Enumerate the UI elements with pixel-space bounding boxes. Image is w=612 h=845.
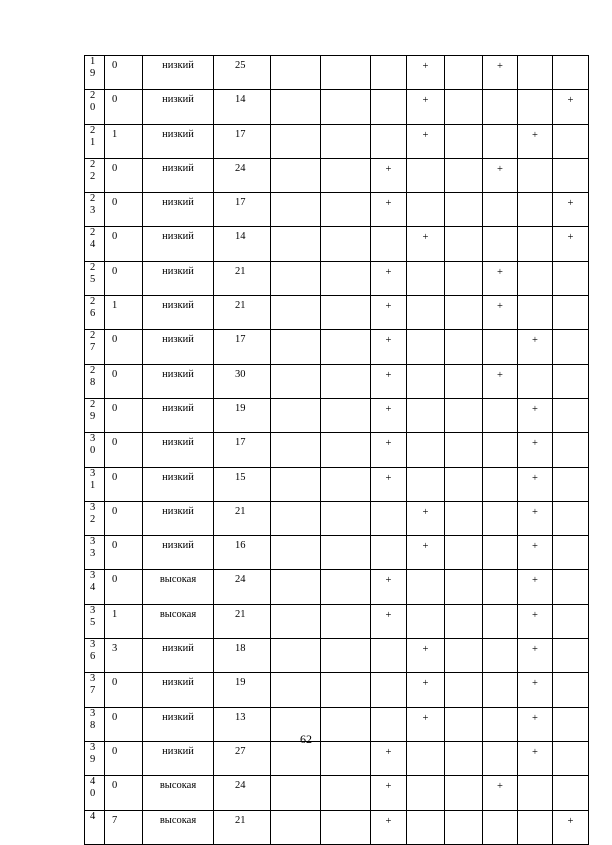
mark-cell [271,193,321,227]
mark-cell [321,639,371,673]
row-number-cell: 4 0 [85,776,105,810]
mark-cell [483,570,518,604]
mark-cell [321,124,371,158]
level-cell: низкий [143,90,214,124]
mark-cell [483,227,518,261]
mark-cell: + [407,501,445,535]
level-cell: низкий [143,536,214,570]
level-cell: низкий [143,261,214,295]
mark-cell: + [371,398,407,432]
mark-cell: + [483,158,518,192]
mark-cell [518,296,553,330]
mark-cell [483,398,518,432]
mark-cell: + [371,296,407,330]
row-number-cell: 3 9 [85,741,105,775]
table-row [85,639,589,673]
level-cell: низкий [143,158,214,192]
score-cell: 25 [214,56,271,90]
mark-cell [553,501,589,535]
score-cell: 15 [214,467,271,501]
count-cell: 0 [105,433,143,467]
mark-cell: + [483,364,518,398]
level-cell: низкий [143,364,214,398]
level-cell: высокая [143,570,214,604]
level-cell: низкий [143,433,214,467]
score-cell: 19 [214,398,271,432]
mark-cell: + [518,570,553,604]
mark-cell [553,433,589,467]
row-number-cell: 3 4 [85,570,105,604]
table-row [85,193,589,227]
mark-cell [483,673,518,707]
level-cell: высокая [143,810,214,844]
table-row [85,364,589,398]
score-cell: 17 [214,124,271,158]
score-cell: 13 [214,707,271,741]
mark-cell [321,56,371,90]
mark-cell [445,433,483,467]
mark-cell [483,604,518,638]
mark-cell: + [483,776,518,810]
score-cell: 30 [214,364,271,398]
count-cell: 1 [105,604,143,638]
level-cell: низкий [143,124,214,158]
mark-cell: + [483,261,518,295]
mark-cell [271,604,321,638]
score-cell: 17 [214,193,271,227]
mark-cell [407,776,445,810]
mark-cell [445,501,483,535]
mark-cell: + [371,193,407,227]
mark-cell [483,124,518,158]
row-number-cell: 2 2 [85,158,105,192]
mark-cell [445,296,483,330]
mark-cell: + [518,467,553,501]
level-cell: низкий [143,193,214,227]
score-cell: 14 [214,227,271,261]
mark-cell: + [371,330,407,364]
row-number-cell: 4 [85,810,105,844]
row-number-cell: 3 1 [85,467,105,501]
mark-cell: + [483,296,518,330]
score-cell: 19 [214,673,271,707]
mark-cell: + [371,604,407,638]
mark-cell [553,604,589,638]
mark-cell: + [518,639,553,673]
table-row [85,536,589,570]
mark-cell [371,124,407,158]
mark-cell [321,296,371,330]
mark-cell [371,90,407,124]
mark-cell [553,158,589,192]
mark-cell: + [407,639,445,673]
table-body [85,56,589,845]
table-row [85,604,589,638]
mark-cell [321,673,371,707]
mark-cell [553,398,589,432]
mark-cell [483,433,518,467]
mark-cell [553,570,589,604]
score-cell: 17 [214,330,271,364]
row-number-cell: 3 0 [85,433,105,467]
mark-cell [371,56,407,90]
mark-cell [321,330,371,364]
mark-cell: + [371,467,407,501]
mark-cell [371,501,407,535]
mark-cell: + [483,56,518,90]
mark-cell [445,56,483,90]
count-cell: 0 [105,673,143,707]
mark-cell: + [407,673,445,707]
count-cell: 0 [105,570,143,604]
mark-cell [483,810,518,844]
mark-cell [407,296,445,330]
score-cell: 21 [214,501,271,535]
score-cell: 24 [214,158,271,192]
mark-cell [321,776,371,810]
mark-cell [445,810,483,844]
mark-cell [445,639,483,673]
mark-cell [445,604,483,638]
count-cell: 0 [105,536,143,570]
mark-cell [553,639,589,673]
mark-cell [321,227,371,261]
mark-cell: + [518,433,553,467]
score-cell: 21 [214,296,271,330]
count-cell: 1 [105,124,143,158]
level-cell: высокая [143,776,214,810]
row-number-cell: 2 1 [85,124,105,158]
mark-cell [271,90,321,124]
level-cell: низкий [143,673,214,707]
count-cell: 0 [105,90,143,124]
mark-cell: + [518,741,553,775]
level-cell: высокая [143,604,214,638]
mark-cell [483,193,518,227]
mark-cell [445,158,483,192]
mark-cell [445,536,483,570]
mark-cell [518,810,553,844]
row-number-cell: 1 9 [85,56,105,90]
mark-cell [483,536,518,570]
mark-cell [371,639,407,673]
mark-cell [407,364,445,398]
table-row [85,673,589,707]
mark-cell [371,673,407,707]
mark-cell: + [553,810,589,844]
mark-cell [321,398,371,432]
mark-cell: + [371,433,407,467]
row-number-cell: 2 4 [85,227,105,261]
mark-cell [445,330,483,364]
mark-cell [445,261,483,295]
mark-cell [483,330,518,364]
row-number-cell: 2 6 [85,296,105,330]
table-row [85,90,589,124]
mark-cell [518,776,553,810]
mark-cell: + [518,707,553,741]
mark-cell: + [407,227,445,261]
count-cell: 0 [105,364,143,398]
count-cell: 0 [105,261,143,295]
mark-cell [518,261,553,295]
mark-cell [445,124,483,158]
score-cell: 16 [214,536,271,570]
score-cell: 17 [214,433,271,467]
mark-cell: + [407,56,445,90]
level-cell: низкий [143,467,214,501]
mark-cell [407,433,445,467]
row-number-cell: 3 2 [85,501,105,535]
mark-cell [553,467,589,501]
level-cell: низкий [143,501,214,535]
mark-cell [553,364,589,398]
mark-cell [518,227,553,261]
mark-cell [553,124,589,158]
table-row [85,330,589,364]
row-number-cell: 3 7 [85,673,105,707]
count-cell: 0 [105,501,143,535]
table-row [85,776,589,810]
count-cell: 7 [105,810,143,844]
mark-cell: + [371,364,407,398]
mark-cell [321,570,371,604]
level-cell: низкий [143,639,214,673]
row-number-cell: 3 6 [85,639,105,673]
count-cell: 0 [105,707,143,741]
mark-cell: + [518,673,553,707]
mark-cell [518,193,553,227]
mark-cell [321,501,371,535]
row-number-cell: 3 5 [85,604,105,638]
mark-cell [271,501,321,535]
mark-cell [445,673,483,707]
row-number-cell: 2 3 [85,193,105,227]
score-cell: 21 [214,604,271,638]
score-cell: 27 [214,741,271,775]
mark-cell [321,261,371,295]
level-cell: низкий [143,296,214,330]
mark-cell [445,570,483,604]
mark-cell [518,56,553,90]
mark-cell [271,570,321,604]
table-row [85,467,589,501]
mark-cell [321,467,371,501]
mark-cell [271,536,321,570]
mark-cell [271,296,321,330]
level-cell: низкий [143,56,214,90]
mark-cell [321,193,371,227]
mark-cell [271,330,321,364]
mark-cell [271,810,321,844]
mark-cell: + [518,124,553,158]
mark-cell [407,330,445,364]
table-row [85,398,589,432]
mark-cell: + [371,741,407,775]
score-cell: 24 [214,776,271,810]
count-cell: 1 [105,296,143,330]
level-cell: низкий [143,330,214,364]
row-number-cell: 3 8 [85,707,105,741]
mark-cell [407,570,445,604]
level-cell: низкий [143,741,214,775]
mark-cell [407,261,445,295]
level-cell: низкий [143,398,214,432]
mark-cell [271,673,321,707]
mark-cell [553,673,589,707]
mark-cell: + [553,90,589,124]
mark-cell [407,158,445,192]
mark-cell [553,56,589,90]
page-number: 62 [300,732,312,746]
mark-cell: + [518,536,553,570]
mark-cell [271,227,321,261]
mark-cell [407,810,445,844]
score-cell: 24 [214,570,271,604]
mark-cell: + [518,330,553,364]
mark-cell: + [407,536,445,570]
mark-cell [271,467,321,501]
count-cell: 0 [105,158,143,192]
mark-cell [445,193,483,227]
row-number-cell: 2 9 [85,398,105,432]
mark-cell [321,158,371,192]
mark-cell [321,364,371,398]
mark-cell [271,364,321,398]
mark-cell [407,193,445,227]
mark-cell [271,124,321,158]
count-cell: 0 [105,330,143,364]
count-cell: 0 [105,193,143,227]
mark-cell [483,90,518,124]
mark-cell [445,227,483,261]
mark-cell [553,536,589,570]
mark-cell: + [371,776,407,810]
count-cell: 0 [105,398,143,432]
row-number-cell: 2 8 [85,364,105,398]
row-number-cell: 2 0 [85,90,105,124]
mark-cell [445,90,483,124]
table-row [85,56,589,90]
mark-cell [407,604,445,638]
row-number-cell: 3 3 [85,536,105,570]
count-cell: 0 [105,741,143,775]
mark-cell [271,398,321,432]
score-cell: 21 [214,261,271,295]
mark-cell [483,467,518,501]
count-cell: 0 [105,56,143,90]
mark-cell [271,639,321,673]
count-cell: 0 [105,776,143,810]
mark-cell [407,398,445,432]
table-row [85,570,589,604]
mark-cell [371,227,407,261]
mark-cell [445,776,483,810]
mark-cell [518,90,553,124]
level-cell: низкий [143,707,214,741]
mark-cell [271,158,321,192]
row-number-cell: 2 7 [85,330,105,364]
mark-cell: + [371,810,407,844]
table-row [85,124,589,158]
row-number-cell: 2 5 [85,261,105,295]
table-row [85,501,589,535]
score-cell: 18 [214,639,271,673]
mark-cell: + [518,604,553,638]
mark-cell [553,776,589,810]
mark-cell [518,158,553,192]
mark-cell: + [553,193,589,227]
mark-cell [553,261,589,295]
mark-cell [445,398,483,432]
mark-cell [445,467,483,501]
mark-cell [407,467,445,501]
mark-cell: + [518,398,553,432]
mark-cell: + [371,261,407,295]
mark-cell [483,639,518,673]
mark-cell: + [371,570,407,604]
mark-cell [518,364,553,398]
mark-cell: + [407,90,445,124]
score-cell: 21 [214,810,271,844]
level-cell: низкий [143,227,214,261]
mark-cell [371,536,407,570]
mark-cell: + [407,124,445,158]
mark-cell [553,330,589,364]
table-row [85,158,589,192]
count-cell: 0 [105,467,143,501]
mark-cell [483,501,518,535]
mark-cell [271,56,321,90]
mark-cell [321,810,371,844]
table-row [85,227,589,261]
mark-cell [271,261,321,295]
table-row [85,261,589,295]
mark-cell: + [371,158,407,192]
mark-cell [553,296,589,330]
table-row [85,810,589,844]
data-table [84,55,589,845]
mark-cell [321,90,371,124]
table-row [85,433,589,467]
mark-cell [271,433,321,467]
mark-cell [321,536,371,570]
mark-cell: + [518,501,553,535]
score-cell: 14 [214,90,271,124]
mark-cell: + [553,227,589,261]
mark-cell: + [407,707,445,741]
mark-cell [445,364,483,398]
count-cell: 0 [105,227,143,261]
mark-cell [321,433,371,467]
count-cell: 3 [105,639,143,673]
mark-cell [321,604,371,638]
mark-cell [271,776,321,810]
table-row [85,296,589,330]
